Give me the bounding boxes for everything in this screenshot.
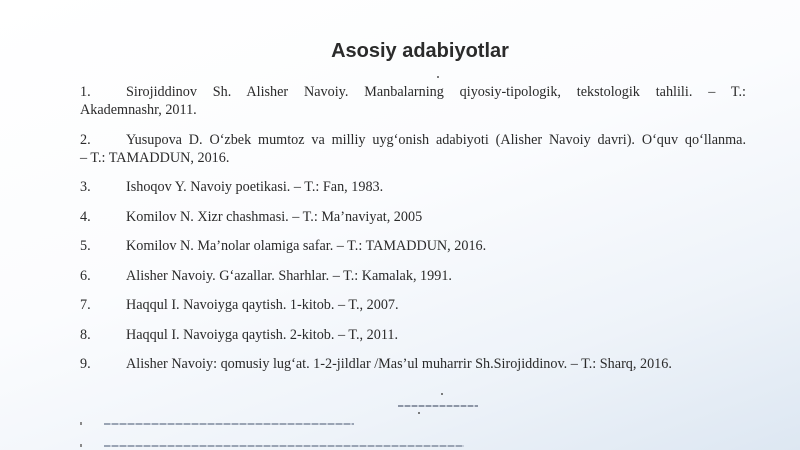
illegible-caption	[398, 405, 478, 407]
reference-text-continued: – T.: TAMADDUN, 2016.	[80, 149, 230, 166]
slide-title: Asosiy adabiyotlar	[331, 40, 509, 62]
reference-item	[80, 296, 746, 314]
illegible-footnotes	[80, 420, 640, 450]
reference-number: 7.	[80, 297, 91, 313]
reference-text: Yusupova D. O‘zbek mumtoz va milliy uyg‘onish adabiyoti (Alisher Navoiy davri). O‘quv qo‘llanma.	[126, 131, 746, 148]
reference-number: 9.	[80, 356, 91, 372]
reference-text: Sirojiddinov Sh. Alisher Navoiy. Manbalarning qiyosiy-tipologik, tekstologik tahlili. – T.:	[126, 84, 746, 100]
reference-text: Komilov N. Ma’nolar olamiga safar. – T.: TAMADDUN, 2016.	[126, 238, 487, 254]
footnote-line	[80, 420, 640, 430]
reference-item	[80, 237, 746, 255]
reference-item	[80, 131, 746, 167]
decorative-dot	[441, 393, 443, 395]
footnote-line	[80, 442, 640, 450]
reference-text: Alisher Navoiy. G‘azallar. Sharhlar. – T.: Kamalak, 1991.	[126, 267, 452, 284]
reference-text: Haqqul I. Navoiyga qaytish. 2-kitob. – T., 2011.	[126, 326, 399, 343]
reference-text-continued: Akademnashr, 2011.	[80, 102, 197, 118]
decorative-dot	[437, 76, 439, 78]
reference-item	[80, 267, 746, 285]
decorative-dot	[418, 412, 420, 414]
reference-item	[80, 326, 746, 344]
reference-text: Komilov N. Xizr chashmasi. – T.: Ma’naviyat, 2005	[126, 208, 423, 225]
reference-item	[80, 178, 746, 196]
reference-text: Ishoqov Y. Navoiy poetikasi. – T.: Fan, 1983.	[126, 179, 384, 195]
reference-number: 3.	[80, 179, 91, 195]
reference-text: Alisher Navoiy: qomusiy lug‘at. 1-2-jildlar /Mas’ul muharrir Sh.Sirojiddinov. – T.: Sharq, 2016.	[126, 356, 672, 372]
reference-number: 6.	[80, 267, 91, 284]
reference-item	[80, 83, 746, 119]
reference-item	[80, 355, 746, 373]
reference-list	[80, 83, 746, 385]
reference-text: Haqqul I. Navoiyga qaytish. 1-kitob. – T., 2007.	[126, 297, 399, 313]
reference-number: 5.	[80, 238, 91, 254]
reference-number: 8.	[80, 326, 91, 343]
reference-item	[80, 208, 746, 226]
reference-number: 4.	[80, 208, 91, 225]
reference-number: 2.	[80, 131, 91, 148]
reference-number: 1.	[80, 84, 91, 100]
